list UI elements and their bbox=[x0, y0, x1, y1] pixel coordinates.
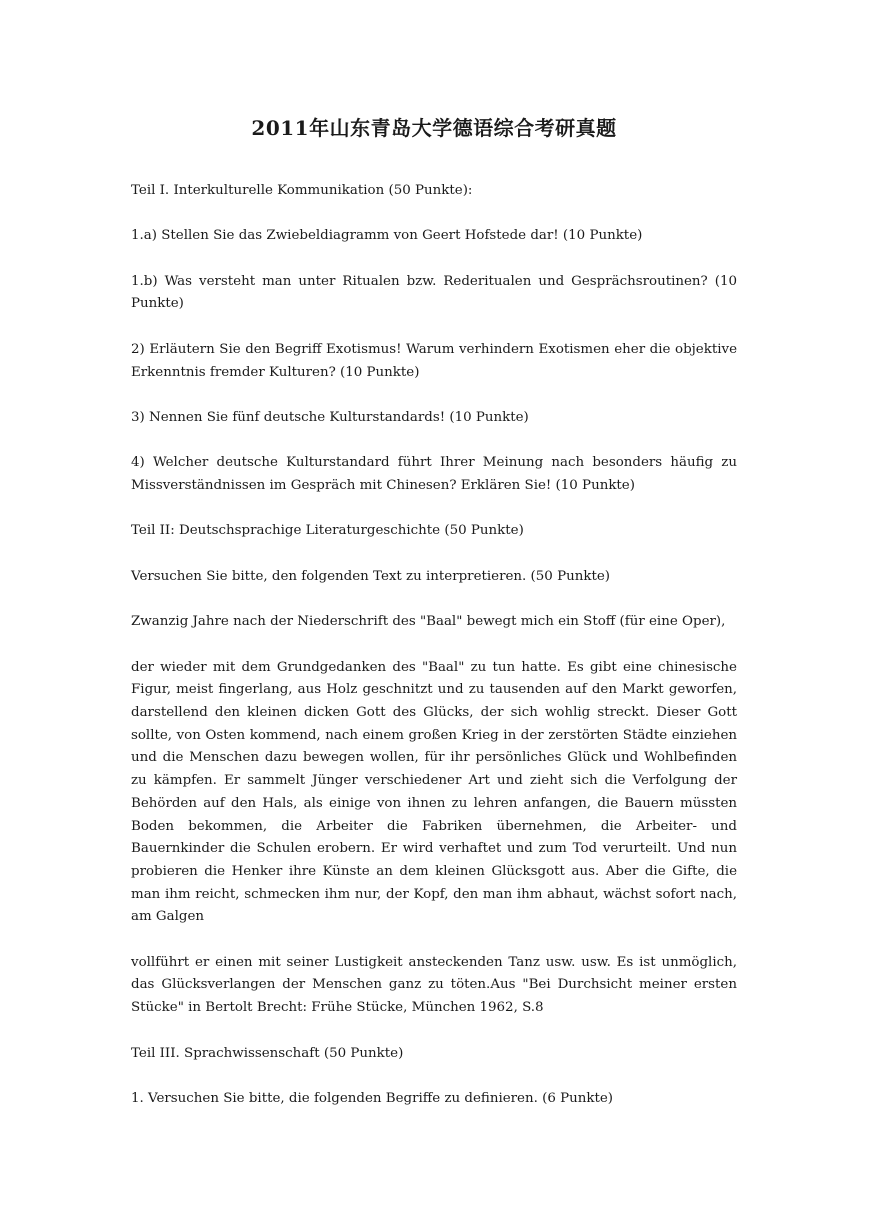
question-1b: 1.b) Was versteht man unter Ritualen bzw. Rederitualen und Gesprächsroutinen? (10 Punkte) bbox=[131, 273, 737, 312]
document-page bbox=[131, 112, 737, 1133]
section-heading-teil-2: Teil II: Deutschsprachige Literaturgeschichte (50 Punkte) bbox=[131, 523, 524, 539]
text-body: der wieder mit dem Grundgedanken des "Baal" zu tun hatte. Es gibt eine chinesische Figur, meist fingerlang, aus Holz geschnitzt und zu tausenden auf den Markt geworfen, darstellend den kleinen dicken Gott des Glücks, der sich wohlig streckt. Dieser Gott sollte, von Osten kommend, nach einem großen Krieg in der zerstörten Städte einziehen und die Menschen dazu bewegen wollen, für ihr persönliches Glück und Wohlbefinden zu kämpfen. Er sammelt Jünger verschiedener Art und zieht sich die Verfolgung der Behörden auf den Hals, als einige von ihnen zu lehren anfangen, die Bauern müssten Boden bekommen, die Arbeiter die Fabriken übernehmen, die Arbeiter- und Bauernkinder die Schulen erobern. Er wird verhaftet und zum Tod verurteilt. Und nun probieren die Henker ihre Künste an dem kleinen Glücksgott aus. Aber die Gifte, die man ihm reicht, schmecken ihm nur, der Kopf, den man ihm abhaut, wächst sofort nach, am Galgen bbox=[131, 659, 737, 925]
question-1a: 1.a) Stellen Sie das Zwiebeldiagramm von Geert Hofstede dar! (10 Punkte) bbox=[131, 228, 643, 244]
task-instruction: Versuchen Sie bitte, den folgenden Text zu interpretieren. (50 Punkte) bbox=[131, 568, 610, 584]
section-heading-teil-1: Teil I. Interkulturelle Kommunikation (50 Punkte): bbox=[131, 183, 473, 198]
question-teil-3-1: 1. Versuchen Sie bitte, die folgenden Begriffe zu definieren. (6 Punkte) bbox=[131, 1090, 614, 1106]
document-title: 2011年山东青岛大学德语综合考研真题 bbox=[251, 116, 617, 140]
text-conclusion: vollführt er einen mit seiner Lustigkeit ansteckenden Tanz usw. usw. Es ist unmöglich, das Glücksverlangen der Menschen ganz zu töten.Aus "Bei Durchsicht meiner ersten Stücke" in Bertolt Brecht: Frühe Stücke, München 1962, S.8 bbox=[131, 954, 737, 1016]
question-3: 3) Nennen Sie fünf deutsche Kulturstandards! (10 Punkte) bbox=[131, 409, 529, 425]
question-2: 2) Erläutern Sie den Begriff Exotismus! Warum verhindern Exotismen eher die objektive Erkenntnis fremder Kulturen? (10 Punkte) bbox=[131, 341, 737, 380]
question-4: 4) Welcher deutsche Kulturstandard führt Ihrer Meinung nach besonders häufig zu Missverständnissen im Gespräch mit Chinesen? Erklären Sie! (10 Punkte) bbox=[131, 455, 737, 494]
text-intro: Zwanzig Jahre nach der Niederschrift des "Baal" bewegt mich ein Stoff (für eine Oper), bbox=[131, 614, 726, 630]
section-heading-teil-3: Teil III. Sprachwissenschaft (50 Punkte) bbox=[131, 1045, 404, 1061]
